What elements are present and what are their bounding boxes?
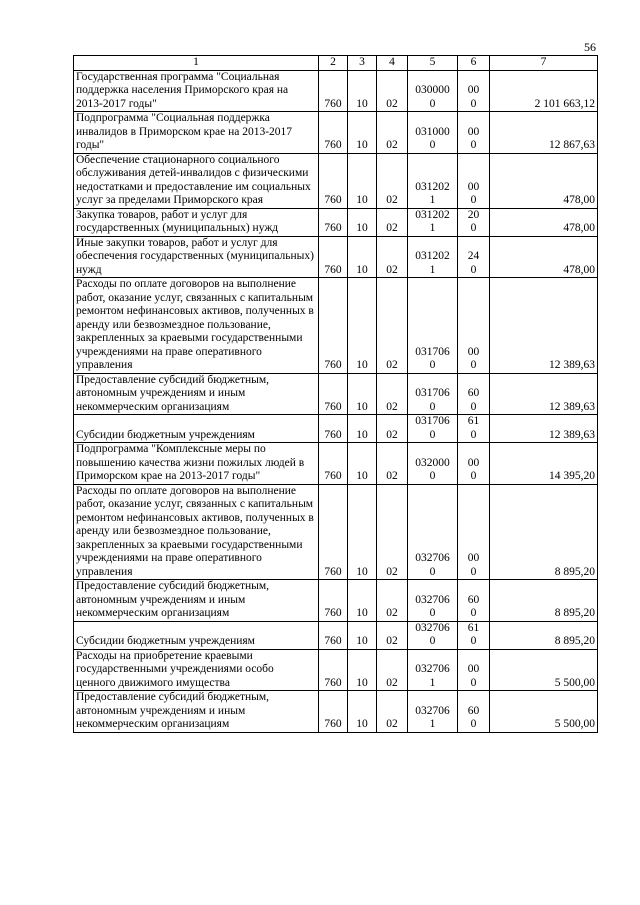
code-part-1: 61 xyxy=(467,621,480,634)
row-col6-cell xyxy=(458,649,490,691)
row-col5-cell xyxy=(408,70,458,112)
row-name-cell: Предоставление субсидий бюджетным, автономным учреждениям и иным некоммерческим организациям xyxy=(74,580,319,622)
table-row xyxy=(74,443,598,485)
code-part-1: 00 xyxy=(467,552,480,564)
code-part-2: 1 xyxy=(429,194,436,206)
row-col4-cell: 02 xyxy=(377,278,408,374)
row-col2-cell: 760 xyxy=(319,373,348,415)
row-col4-cell: 02 xyxy=(377,691,408,733)
row-name-cell: Подпрограмма "Социальная поддержка инвалидов в Приморском крае на 2013-2017 годы" xyxy=(74,112,319,154)
row-col4-cell: 02 xyxy=(377,153,408,208)
code-part-1: 031706 xyxy=(415,415,450,427)
table-row xyxy=(74,649,598,691)
row-col3-cell: 10 xyxy=(348,278,377,374)
row-col6-cell xyxy=(458,112,490,154)
code-part-2: 0 xyxy=(470,565,477,578)
code-part-1: 032706 xyxy=(415,663,450,675)
row-col5-cell xyxy=(408,373,458,415)
row-amount-cell: 12 867,63 xyxy=(490,112,598,154)
code-part-1: 031202 xyxy=(415,180,450,193)
code-part-1: 031000 xyxy=(415,125,450,138)
code-part-1: 00 xyxy=(467,456,480,469)
row-name-cell: Обеспечение стационарного социального обслуживания детей-инвалидов с физическими недостатками и предоставление им социальных услуг за пределами Приморского края xyxy=(74,153,319,208)
row-name-cell: Подпрограмма "Комплексные меры по повышению качества жизни пожилых людей в Приморском крае на 2013-2017 годы" xyxy=(74,443,319,485)
code-part-1: 032706 xyxy=(415,621,450,634)
row-name-cell: Предоставление субсидий бюджетным, автономным учреждениям и иным некоммерческим организациям xyxy=(74,691,319,733)
row-col2-cell: 760 xyxy=(319,443,348,485)
row-col5-cell xyxy=(408,208,458,236)
row-name-cell: Расходы на приобретение краевыми государственными учреждениями особо ценного движимого имущества xyxy=(74,649,319,691)
code-part-1: 60 xyxy=(467,387,480,399)
row-col5-cell xyxy=(408,443,458,485)
row-amount-cell: 12 389,63 xyxy=(490,373,598,415)
header-col-2: 2 xyxy=(319,56,348,71)
table-header xyxy=(74,56,598,71)
row-col3-cell: 10 xyxy=(348,621,377,649)
header-col-4: 4 xyxy=(377,56,408,71)
code-part-2: 0 xyxy=(470,607,477,619)
header-col-6: 6 xyxy=(458,56,490,71)
row-col2-cell: 760 xyxy=(319,236,348,278)
row-col3-cell: 10 xyxy=(348,236,377,278)
table-row xyxy=(74,373,598,415)
row-col6-cell xyxy=(458,208,490,236)
row-amount-cell: 12 389,63 xyxy=(490,415,598,443)
row-col6-cell xyxy=(458,278,490,374)
code-part-1: 032706 xyxy=(415,704,450,717)
row-amount-cell: 5 500,00 xyxy=(490,691,598,733)
row-col3-cell: 10 xyxy=(348,153,377,208)
table-row xyxy=(74,691,598,733)
code-part-2: 0 xyxy=(429,607,436,619)
code-part-1: 24 xyxy=(467,250,480,262)
row-col5-cell xyxy=(408,278,458,374)
table-row xyxy=(74,415,598,443)
row-col2-cell: 760 xyxy=(319,278,348,374)
row-col4-cell: 02 xyxy=(377,580,408,622)
code-part-1: 00 xyxy=(467,84,480,96)
row-name-cell: Предоставление субсидий бюджетным, автономным учреждениям и иным некоммерческим организациям xyxy=(74,373,319,415)
row-col4-cell: 02 xyxy=(377,236,408,278)
row-col3-cell: 10 xyxy=(348,70,377,112)
code-part-2: 0 xyxy=(429,139,436,151)
row-col4-cell: 02 xyxy=(377,70,408,112)
row-col2-cell: 760 xyxy=(319,70,348,112)
code-part-1: 00 xyxy=(467,125,480,138)
row-col5-cell xyxy=(408,484,458,580)
row-col4-cell: 02 xyxy=(377,415,408,443)
row-amount-cell: 478,00 xyxy=(490,153,598,208)
code-part-2: 0 xyxy=(470,718,477,730)
code-part-1: 61 xyxy=(467,415,480,427)
row-col2-cell: 760 xyxy=(319,484,348,580)
row-col4-cell: 02 xyxy=(377,484,408,580)
row-col4-cell: 02 xyxy=(377,112,408,154)
code-part-1: 032706 xyxy=(415,552,450,564)
code-part-1: 00 xyxy=(467,180,480,193)
code-part-2: 0 xyxy=(429,565,436,578)
table-row xyxy=(74,153,598,208)
code-part-2: 0 xyxy=(470,400,477,413)
code-part-2: 0 xyxy=(470,359,477,371)
table-row xyxy=(74,484,598,580)
code-part-1: 030000 xyxy=(415,84,450,96)
row-col6-cell xyxy=(458,236,490,278)
header-col-3: 3 xyxy=(348,56,377,71)
row-col6-cell xyxy=(458,70,490,112)
page-number: 56 xyxy=(584,40,596,54)
table-row xyxy=(74,208,598,236)
row-col3-cell: 10 xyxy=(348,415,377,443)
row-col2-cell: 760 xyxy=(319,691,348,733)
row-col4-cell: 02 xyxy=(377,649,408,691)
row-col6-cell xyxy=(458,621,490,649)
row-col4-cell: 02 xyxy=(377,621,408,649)
code-part-2: 0 xyxy=(470,428,477,441)
row-amount-cell: 8 895,20 xyxy=(490,580,598,622)
code-part-2: 1 xyxy=(429,718,436,730)
row-col3-cell: 10 xyxy=(348,484,377,580)
row-amount-cell: 478,00 xyxy=(490,208,598,236)
row-col6-cell xyxy=(458,484,490,580)
code-part-1: 20 xyxy=(467,208,480,221)
code-part-2: 0 xyxy=(470,139,477,151)
code-part-1: 60 xyxy=(467,593,480,606)
row-name-cell: Государственная программа "Социальная поддержка населения Приморского края на 2013-2017 годы" xyxy=(74,70,319,112)
row-col3-cell: 10 xyxy=(348,443,377,485)
table-row xyxy=(74,278,598,374)
row-col6-cell xyxy=(458,691,490,733)
row-col5-cell xyxy=(408,112,458,154)
code-part-1: 032706 xyxy=(415,593,450,606)
code-part-1: 031202 xyxy=(415,208,450,221)
budget-table xyxy=(73,55,598,733)
row-col5-cell xyxy=(408,621,458,649)
code-part-2: 0 xyxy=(470,676,477,689)
code-part-2: 0 xyxy=(429,470,436,482)
row-name-cell: Закупка товаров, работ и услуг для государственных (муниципальных) нужд xyxy=(74,208,319,236)
row-col6-cell xyxy=(458,415,490,443)
code-part-2: 0 xyxy=(470,635,477,647)
code-part-2: 0 xyxy=(429,635,436,647)
row-amount-cell: 14 395,20 xyxy=(490,443,598,485)
row-col3-cell: 10 xyxy=(348,649,377,691)
row-col4-cell: 02 xyxy=(377,443,408,485)
row-col3-cell: 10 xyxy=(348,691,377,733)
row-amount-cell: 2 101 663,12 xyxy=(490,70,598,112)
code-part-2: 1 xyxy=(429,222,436,234)
row-amount-cell: 8 895,20 xyxy=(490,621,598,649)
row-amount-cell: 12 389,63 xyxy=(490,278,598,374)
code-part-1: 60 xyxy=(467,704,480,717)
row-col6-cell xyxy=(458,153,490,208)
row-col2-cell: 760 xyxy=(319,153,348,208)
code-part-2: 0 xyxy=(470,263,477,276)
code-part-2: 0 xyxy=(470,470,477,482)
row-name-cell: Иные закупки товаров, работ и услуг для обеспечения государственных (муниципальных) нужд xyxy=(74,236,319,278)
row-col2-cell: 760 xyxy=(319,621,348,649)
header-row xyxy=(74,56,598,71)
code-part-1: 031706 xyxy=(415,345,450,358)
code-part-2: 1 xyxy=(429,676,436,689)
row-col4-cell: 02 xyxy=(377,373,408,415)
row-name-cell: Расходы по оплате договоров на выполнение работ, оказание услуг, связанных с капитальным ремонтом нефинансовых активов, полученных в аренду или безвозмездное пользование, закрепленных за краевыми государственными учреждениями на праве оперативного управления xyxy=(74,484,319,580)
row-col6-cell xyxy=(458,373,490,415)
row-name-cell: Субсидии бюджетным учреждениям xyxy=(74,415,319,443)
header-col-1: 1 xyxy=(74,56,319,71)
code-part-1: 031706 xyxy=(415,387,450,399)
table-row xyxy=(74,621,598,649)
code-part-2: 0 xyxy=(429,400,436,413)
row-col5-cell xyxy=(408,691,458,733)
row-col3-cell: 10 xyxy=(348,580,377,622)
code-part-2: 0 xyxy=(470,222,477,234)
code-part-1: 00 xyxy=(467,345,480,358)
row-col2-cell: 760 xyxy=(319,580,348,622)
row-col5-cell xyxy=(408,580,458,622)
row-col5-cell xyxy=(408,236,458,278)
code-part-1: 032000 xyxy=(415,456,450,469)
table-row xyxy=(74,580,598,622)
table-body xyxy=(74,70,598,732)
row-amount-cell: 478,00 xyxy=(490,236,598,278)
row-amount-cell: 8 895,20 xyxy=(490,484,598,580)
code-part-2: 0 xyxy=(429,428,436,441)
header-col-5: 5 xyxy=(408,56,458,71)
table-row xyxy=(74,236,598,278)
row-col5-cell xyxy=(408,649,458,691)
code-part-2: 0 xyxy=(470,97,477,110)
code-part-2: 0 xyxy=(429,359,436,371)
row-col6-cell xyxy=(458,443,490,485)
row-name-cell: Расходы по оплате договоров на выполнение работ, оказание услуг, связанных с капитальным ремонтом нефинансовых активов, полученных в аренду или безвозмездное пользование, закрепленных за краевыми государственными учреждениями на праве оперативного управления xyxy=(74,278,319,374)
row-col2-cell: 760 xyxy=(319,415,348,443)
row-name-cell: Субсидии бюджетным учреждениям xyxy=(74,621,319,649)
row-col3-cell: 10 xyxy=(348,112,377,154)
row-col3-cell: 10 xyxy=(348,208,377,236)
code-part-2: 1 xyxy=(429,263,436,276)
code-part-2: 0 xyxy=(429,97,436,110)
table-row xyxy=(74,112,598,154)
row-amount-cell: 5 500,00 xyxy=(490,649,598,691)
row-col2-cell: 760 xyxy=(319,649,348,691)
code-part-1: 00 xyxy=(467,663,480,675)
row-col6-cell xyxy=(458,580,490,622)
code-part-1: 031202 xyxy=(415,250,450,262)
table-row xyxy=(74,70,598,112)
row-col4-cell: 02 xyxy=(377,208,408,236)
code-part-2: 0 xyxy=(470,194,477,206)
row-col5-cell xyxy=(408,415,458,443)
row-col2-cell: 760 xyxy=(319,208,348,236)
header-col-7: 7 xyxy=(490,56,598,71)
row-col5-cell xyxy=(408,153,458,208)
row-col3-cell: 10 xyxy=(348,373,377,415)
row-col2-cell: 760 xyxy=(319,112,348,154)
